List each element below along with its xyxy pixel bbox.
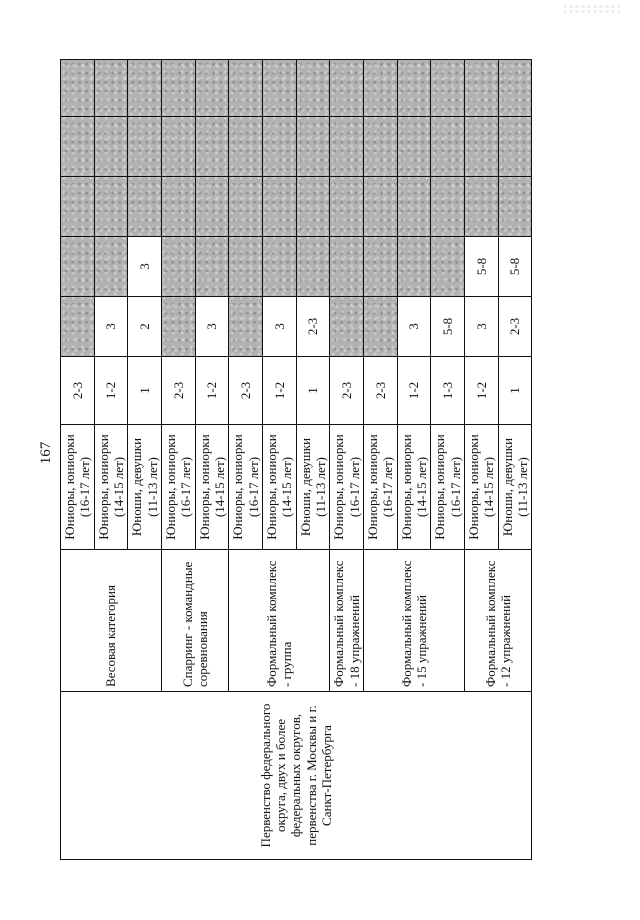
shaded-cell	[464, 177, 498, 237]
page-number: 167	[38, 441, 54, 465]
discipline-formal-12: Формальный комплекс - 12 упражнений	[464, 550, 531, 692]
age-group-cell: Юниоры, юниорки (16-17 лет)	[61, 425, 95, 550]
competition-cell: Первенство федерального округа, двух и более федеральных округов, первенства г. Москвы и г. Санкт-Петербурга	[61, 692, 532, 860]
shaded-cell	[397, 177, 431, 237]
shaded-cell	[61, 177, 95, 237]
shaded-cell	[431, 237, 465, 297]
value-cell: 1-2	[464, 357, 498, 425]
discipline-weight: Весовая категория	[61, 550, 162, 692]
shaded-cell	[296, 177, 330, 237]
shaded-cell	[363, 60, 397, 117]
discipline-formal-18: Формальный комплекс - 18 упражнений	[330, 550, 364, 692]
shaded-cell	[296, 237, 330, 297]
shaded-cell	[229, 297, 263, 357]
shaded-cell	[296, 117, 330, 177]
shaded-cell	[195, 177, 229, 237]
shaded-cell	[195, 60, 229, 117]
shaded-cell	[262, 237, 296, 297]
value-cell: 2-3	[498, 297, 532, 357]
value-cell: 2-3	[229, 357, 263, 425]
shaded-cell	[397, 60, 431, 117]
shaded-cell	[128, 60, 162, 117]
shaded-cell	[498, 60, 532, 117]
shaded-cell	[262, 177, 296, 237]
age-group-cell: Юниоры, юниорки (16-17 лет)	[431, 425, 465, 550]
value-cell: 2-3	[61, 357, 95, 425]
shaded-cell	[431, 177, 465, 237]
shaded-cell	[296, 60, 330, 117]
shaded-cell	[61, 60, 95, 117]
shaded-cell	[94, 117, 128, 177]
ranks-table	[60, 59, 532, 860]
value-cell: 2-3	[161, 357, 195, 425]
shaded-cell	[94, 177, 128, 237]
value-cell: 1	[296, 357, 330, 425]
age-group-cell: Юноши, девушки (11-13 лет)	[128, 425, 162, 550]
shaded-cell	[61, 237, 95, 297]
age-group-cell: Юноши, девушки (11-13 лет)	[296, 425, 330, 550]
shaded-cell	[464, 117, 498, 177]
shaded-cell	[330, 237, 364, 297]
discipline-sparring: Спарринг - командные соревнования	[161, 550, 228, 692]
shaded-cell	[161, 60, 195, 117]
shaded-cell	[330, 297, 364, 357]
shaded-cell	[330, 117, 364, 177]
value-cell: 5-8	[464, 237, 498, 297]
discipline-formal-15: Формальный комплекс - 15 упражнений	[363, 550, 464, 692]
shaded-cell	[330, 177, 364, 237]
shaded-cell	[161, 177, 195, 237]
value-cell: 3	[397, 297, 431, 357]
value-cell: 2-3	[330, 357, 364, 425]
value-cell: 1-2	[195, 357, 229, 425]
shaded-cell	[229, 117, 263, 177]
value-cell: 3	[195, 297, 229, 357]
age-group-cell: Юноши, девушки (11-13 лет)	[498, 425, 532, 550]
shaded-cell	[498, 117, 532, 177]
shaded-cell	[464, 60, 498, 117]
age-group-cell: Юниоры, юниорки (16-17 лет)	[330, 425, 364, 550]
shaded-cell	[61, 117, 95, 177]
value-cell: 1-2	[94, 357, 128, 425]
value-cell: 1-2	[397, 357, 431, 425]
value-cell: 2-3	[296, 297, 330, 357]
table-row	[61, 60, 95, 860]
shaded-cell	[431, 60, 465, 117]
value-cell: 1	[498, 357, 532, 425]
shaded-cell	[195, 117, 229, 177]
age-group-cell: Юниоры, юниорки (14-15 лет)	[397, 425, 431, 550]
shaded-cell	[161, 237, 195, 297]
value-cell: 3	[94, 297, 128, 357]
value-cell: 3	[262, 297, 296, 357]
value-cell: 1	[128, 357, 162, 425]
shaded-cell	[498, 177, 532, 237]
age-group-cell: Юниоры, юниорки (16-17 лет)	[229, 425, 263, 550]
shaded-cell	[61, 297, 95, 357]
shaded-cell	[94, 60, 128, 117]
shaded-cell	[229, 60, 263, 117]
shaded-cell	[161, 297, 195, 357]
shaded-cell	[229, 237, 263, 297]
age-group-cell: Юниоры, юниорки (16-17 лет)	[363, 425, 397, 550]
value-cell: 5-8	[431, 297, 465, 357]
shaded-cell	[397, 117, 431, 177]
value-cell: 1-2	[262, 357, 296, 425]
value-cell: 3	[464, 297, 498, 357]
shaded-cell	[128, 117, 162, 177]
shaded-cell	[330, 60, 364, 117]
shaded-cell	[397, 237, 431, 297]
shaded-cell	[195, 237, 229, 297]
shaded-cell	[363, 177, 397, 237]
age-group-cell: Юниоры, юниорки (14-15 лет)	[94, 425, 128, 550]
value-cell: 1-3	[431, 357, 465, 425]
shaded-cell	[431, 117, 465, 177]
value-cell: 2-3	[363, 357, 397, 425]
discipline-formal-group: Формальный комплекс - группа	[229, 550, 330, 692]
shaded-cell	[128, 177, 162, 237]
scan-noise	[562, 4, 622, 14]
age-group-cell: Юниоры, юниорки (14-15 лет)	[464, 425, 498, 550]
shaded-cell	[363, 297, 397, 357]
age-group-cell: Юниоры, юниорки (14-15 лет)	[262, 425, 296, 550]
rotated-table-wrapper	[60, 60, 532, 860]
shaded-cell	[161, 117, 195, 177]
value-cell: 3	[128, 237, 162, 297]
value-cell: 5-8	[498, 237, 532, 297]
shaded-cell	[262, 117, 296, 177]
age-group-cell: Юниоры, юниорки (16-17 лет)	[161, 425, 195, 550]
value-cell: 2	[128, 297, 162, 357]
shaded-cell	[363, 237, 397, 297]
shaded-cell	[363, 117, 397, 177]
shaded-cell	[229, 177, 263, 237]
shaded-cell	[94, 237, 128, 297]
age-group-cell: Юниоры, юниорки (14-15 лет)	[195, 425, 229, 550]
shaded-cell	[262, 60, 296, 117]
